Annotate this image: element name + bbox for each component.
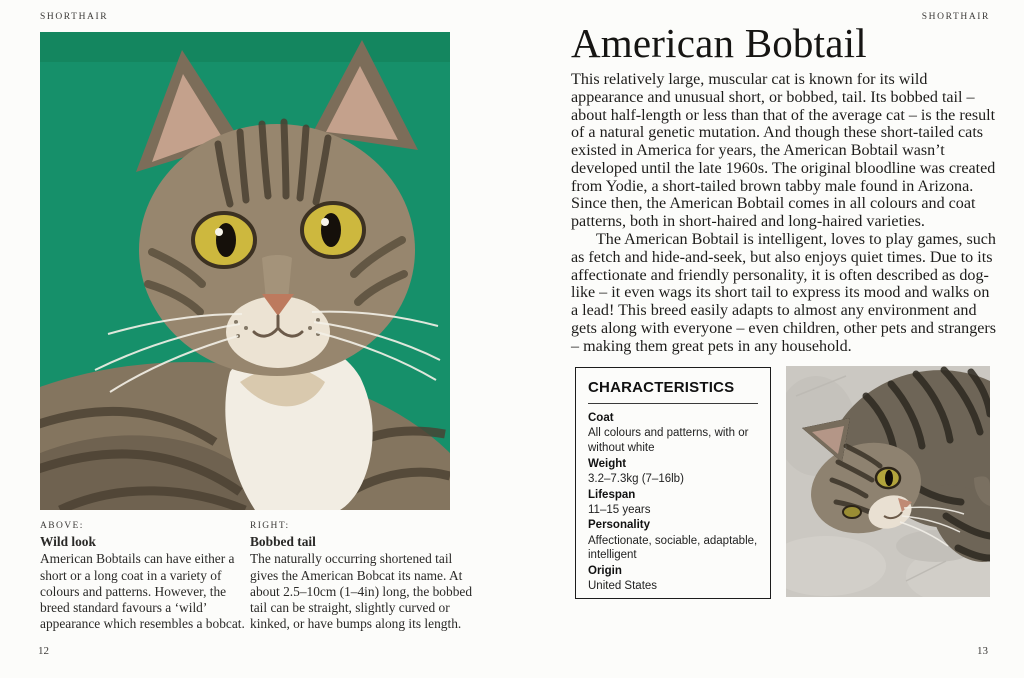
- running-head-right: SHORTHAIR: [921, 12, 990, 22]
- char-value-origin: United States: [588, 580, 658, 593]
- char-label-coat: Coat: [588, 412, 614, 424]
- caption-above: [40, 521, 246, 632]
- characteristics-heading: CHARACTERISTICS: [588, 379, 758, 404]
- char-label-lifespan: Lifespan: [588, 488, 636, 501]
- inset-photo-tabby-lying: [786, 366, 990, 597]
- caption-body: The naturally occurring shortened tail gives the American Bobcat its name. At about 2.5–10cm (1–4in) long, the bobbed tail can be straight, slightly curved or kinked, or have bumps along its length.: [250, 551, 473, 631]
- caption-kicker: RIGHT:: [250, 521, 290, 531]
- caption-title: Bobbed tail: [250, 534, 316, 550]
- caption-title: Wild look: [40, 534, 96, 550]
- char-label-personality: Personality: [588, 519, 650, 532]
- char-value-weight: 3.2–7.3kg (7–16lb): [588, 472, 684, 485]
- body-paragraph-1: This relatively large, muscular cat is known for its wild appearance and unusual short, or bobbed, tail. Its bobbed tail – about half-length or less than that of the average cat – is the result of a natural genetic mutation. And though these short-tailed cats existed in America for years, the American Bobtail wasn’t developed until the late 1960s. The original bloodline was created from Yodie, a short-tailed brown tabby male found in Arizona. Since then, the American Bobtail comes in all colours and coat patterns, both in short-haired and long-haired varieties.: [571, 71, 996, 231]
- running-head-left: SHORTHAIR: [40, 12, 109, 22]
- caption-right: [250, 521, 478, 632]
- char-label-origin: Origin: [588, 565, 622, 577]
- page-number-right: 13: [977, 645, 988, 657]
- main-photo-tabby-portrait: [40, 32, 450, 510]
- body-text: [571, 71, 997, 356]
- body-paragraph-2: The American Bobtail is intelligent, loves to play games, such as fetch and hide-and-seek, but also enjoys quiet times. Due to its affectionate and friendly personality, it is often described as dog-like – it even wags its short tail to express its mood and walks on a lead! This breed easily adapts to almost any environment and gets along with everyone – even children, other pets and strangers – making them great pets in any household.: [571, 231, 997, 355]
- caption-kicker: ABOVE:: [40, 521, 84, 531]
- char-value-personality: Affectionate, sociable, adaptable, intelligent: [588, 534, 758, 562]
- characteristics-box: [575, 367, 771, 599]
- char-value-lifespan: 11–15 years: [588, 503, 651, 516]
- characteristics-list: [588, 411, 758, 594]
- char-value-coat: All colours and patterns, with or without white: [588, 427, 749, 454]
- char-label-weight: Weight: [588, 457, 627, 470]
- page-title: American Bobtail: [571, 20, 867, 66]
- page-number-left: 12: [38, 645, 49, 657]
- caption-body: American Bobtails can have either a short or a long coat in a variety of colours and patterns. However, the breed standard favours a ‘wild’ appearance which resembles a bobcat.: [40, 551, 245, 631]
